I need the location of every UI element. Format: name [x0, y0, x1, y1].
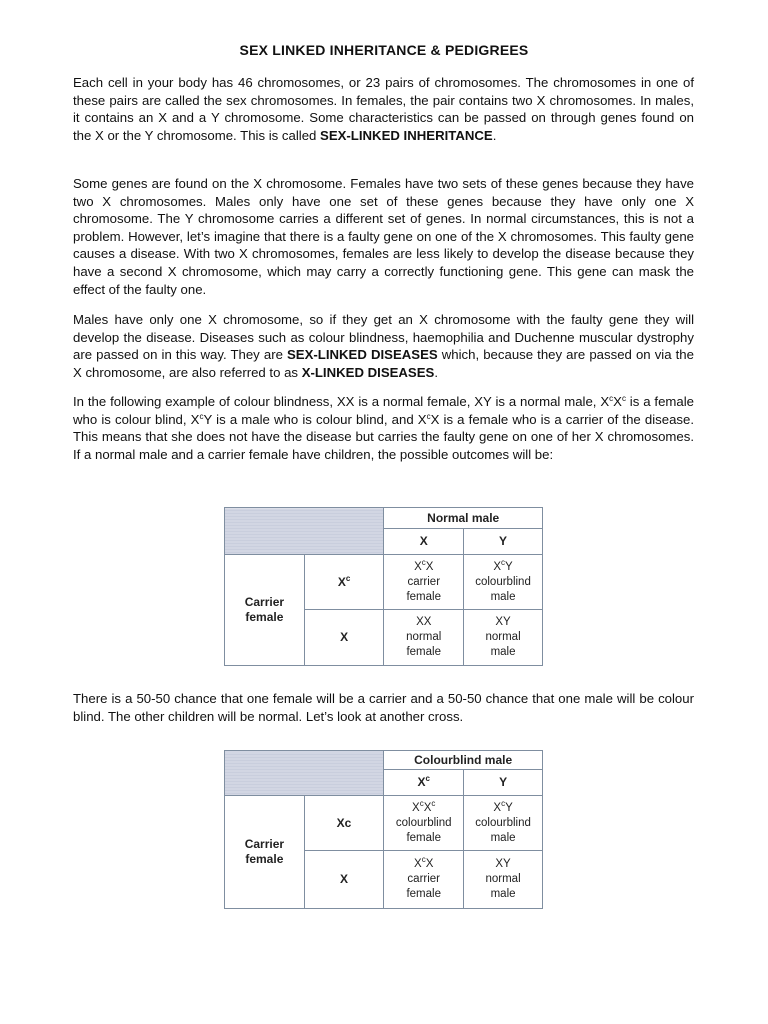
- paragraph-text: is a female who is colour blind, X: [73, 394, 694, 427]
- superscript: c: [501, 557, 506, 567]
- superscript: c: [421, 855, 426, 864]
- row-group-line: Carrier: [244, 595, 285, 609]
- shaded-corner: [225, 508, 384, 555]
- genotype: X: [493, 560, 502, 573]
- paragraph-example: [73, 393, 694, 463]
- paragraph-end: .: [434, 364, 438, 380]
- superscript: c: [426, 411, 431, 421]
- sex: female: [406, 590, 441, 603]
- genotype: Y: [505, 801, 513, 814]
- phenotype: carrier: [407, 873, 441, 885]
- sex: male: [490, 831, 516, 844]
- cell-carrier-female: [384, 555, 464, 610]
- cell-colourblind-female: [384, 796, 464, 851]
- column-header: [384, 770, 464, 796]
- phenotype: normal: [406, 631, 442, 643]
- genotype: X: [414, 858, 422, 870]
- paragraph-text: which, because they are passed on via the X chromosome, are also referred to as: [73, 347, 694, 380]
- genotype: X: [425, 858, 434, 870]
- cell-normal-female: [384, 610, 464, 666]
- superscript: c: [609, 394, 614, 403]
- genotype: X: [425, 560, 434, 573]
- cell-normal-male: [464, 610, 543, 666]
- sex: female: [406, 831, 441, 844]
- superscript: c: [431, 798, 436, 808]
- row-header: [304, 610, 384, 666]
- paragraph-text: In the following example of colour blindness, XX is a normal female, XY is a normal male, X: [73, 394, 610, 409]
- paragraph-outcome: There is a 50-50 chance that one female will be a carrier and a 50-50 chance that one male will be colour blind. The other children will be normal. Let’s look at another cross.: [73, 691, 694, 724]
- genotype: X: [414, 560, 422, 573]
- row-group-line: Carrier: [244, 837, 285, 851]
- punnett-square-normal-male: [224, 507, 543, 666]
- genotype: X: [423, 801, 432, 814]
- bold-term: X-LINKED DISEASES: [301, 364, 435, 380]
- superscript: c: [421, 557, 426, 567]
- paragraph-end: .: [492, 127, 497, 143]
- paragraph-text: Each cell in your body has 46 chromosomes, or 23 pairs of chromosomes. The chromosomes in one of these pairs are called the sex chromosomes. In females, the pair contains two X chromosomes. In males, it contains an X and a Y chromosome. Some characteristics can be passed on through genes found on the X or the Y chromosome. This is called: [73, 75, 694, 143]
- phenotype: colourblind: [395, 816, 452, 829]
- column-group-header: Normal male: [384, 508, 543, 529]
- genotype: X: [412, 801, 420, 814]
- row-group-line: female: [245, 610, 284, 624]
- genotype: XY: [495, 858, 511, 870]
- paragraph-genes: Some genes are found on the X chromosome. Females have two sets of these genes because they have two X chromosomes. Males only have one set of these genes because they have only one X chromosome. The Y chromosome carries a different set of genes. In normal circumstances, this is not a problem. However, let’s imagine that there is a faulty gene on one of the X chromosomes. This faulty gene causes a disease. With two X chromosomes, females are less likely to develop the disease because they have a second X chromosome, which may carry a correctly functioning gene. This gene can mask the effect of the faulty one.: [73, 176, 694, 297]
- genotype: Y: [505, 560, 513, 573]
- paragraph-text: Males have only one X chromosome, so if they get an X chromosome with the faulty gene they will develop the disease. Diseases such as colour blindness, haemophilia and Duchenne muscular dystrophy are passed on in this way. They are: [73, 312, 694, 363]
- column-header: Y: [464, 529, 543, 555]
- sex: male: [490, 888, 516, 900]
- paragraph-males: [73, 311, 694, 381]
- superscript: c: [501, 798, 506, 808]
- paragraph-text: X: [613, 394, 622, 409]
- sex: female: [406, 888, 441, 900]
- superscript: c: [425, 774, 430, 783]
- row-header: [304, 555, 384, 610]
- row-group-header: [225, 796, 305, 909]
- punnett-square-colourblind-male: [224, 750, 543, 909]
- column-header: X: [384, 529, 464, 555]
- page-title: SEX LINKED INHERITANCE & PEDIGREES: [239, 42, 529, 58]
- cell-colourblind-male: [464, 796, 543, 851]
- bold-term: SEX-LINKED DISEASES: [287, 347, 438, 363]
- phenotype: normal: [485, 631, 521, 643]
- cell-colourblind-male: [464, 555, 543, 610]
- sex: male: [490, 646, 516, 658]
- row-header-label: X: [340, 630, 349, 644]
- cell-carrier-female: [384, 851, 464, 909]
- paragraph-text: X is a female who is a carrier of the disease. This means that she does not have the disease but carries the faulty gene on one of her X chromosomes. If a normal male and a carrier female have children, the possible outcomes will be:: [73, 411, 694, 462]
- column-header: Y: [464, 770, 543, 796]
- sex: male: [490, 590, 516, 603]
- genotype: XX: [416, 616, 432, 628]
- superscript: c: [199, 411, 204, 421]
- column-header-label: X: [417, 775, 426, 789]
- phenotype: normal: [485, 873, 521, 885]
- phenotype: colourblind: [475, 575, 531, 588]
- row-header-label: X: [337, 574, 346, 589]
- paragraph-text: Y is a male who is colour blind, and X: [203, 411, 427, 427]
- shaded-corner: [225, 751, 384, 796]
- row-header: X: [304, 851, 384, 909]
- sex: female: [406, 646, 441, 658]
- phenotype: carrier: [407, 575, 441, 588]
- row-header: Xc: [304, 796, 384, 851]
- phenotype: colourblind: [475, 816, 531, 829]
- paragraph-intro: [73, 74, 694, 144]
- cell-normal-male: [464, 851, 543, 909]
- genotype: XY: [495, 616, 511, 628]
- genotype: X: [493, 801, 502, 814]
- bold-term: SEX-LINKED INHERITANCE: [320, 127, 493, 143]
- superscript: c: [621, 394, 626, 403]
- superscript: c: [345, 573, 351, 583]
- row-group-line: female: [245, 852, 284, 866]
- row-group-header: [225, 555, 305, 666]
- superscript: c: [419, 798, 424, 808]
- column-group-header: Colourblind male: [384, 751, 543, 770]
